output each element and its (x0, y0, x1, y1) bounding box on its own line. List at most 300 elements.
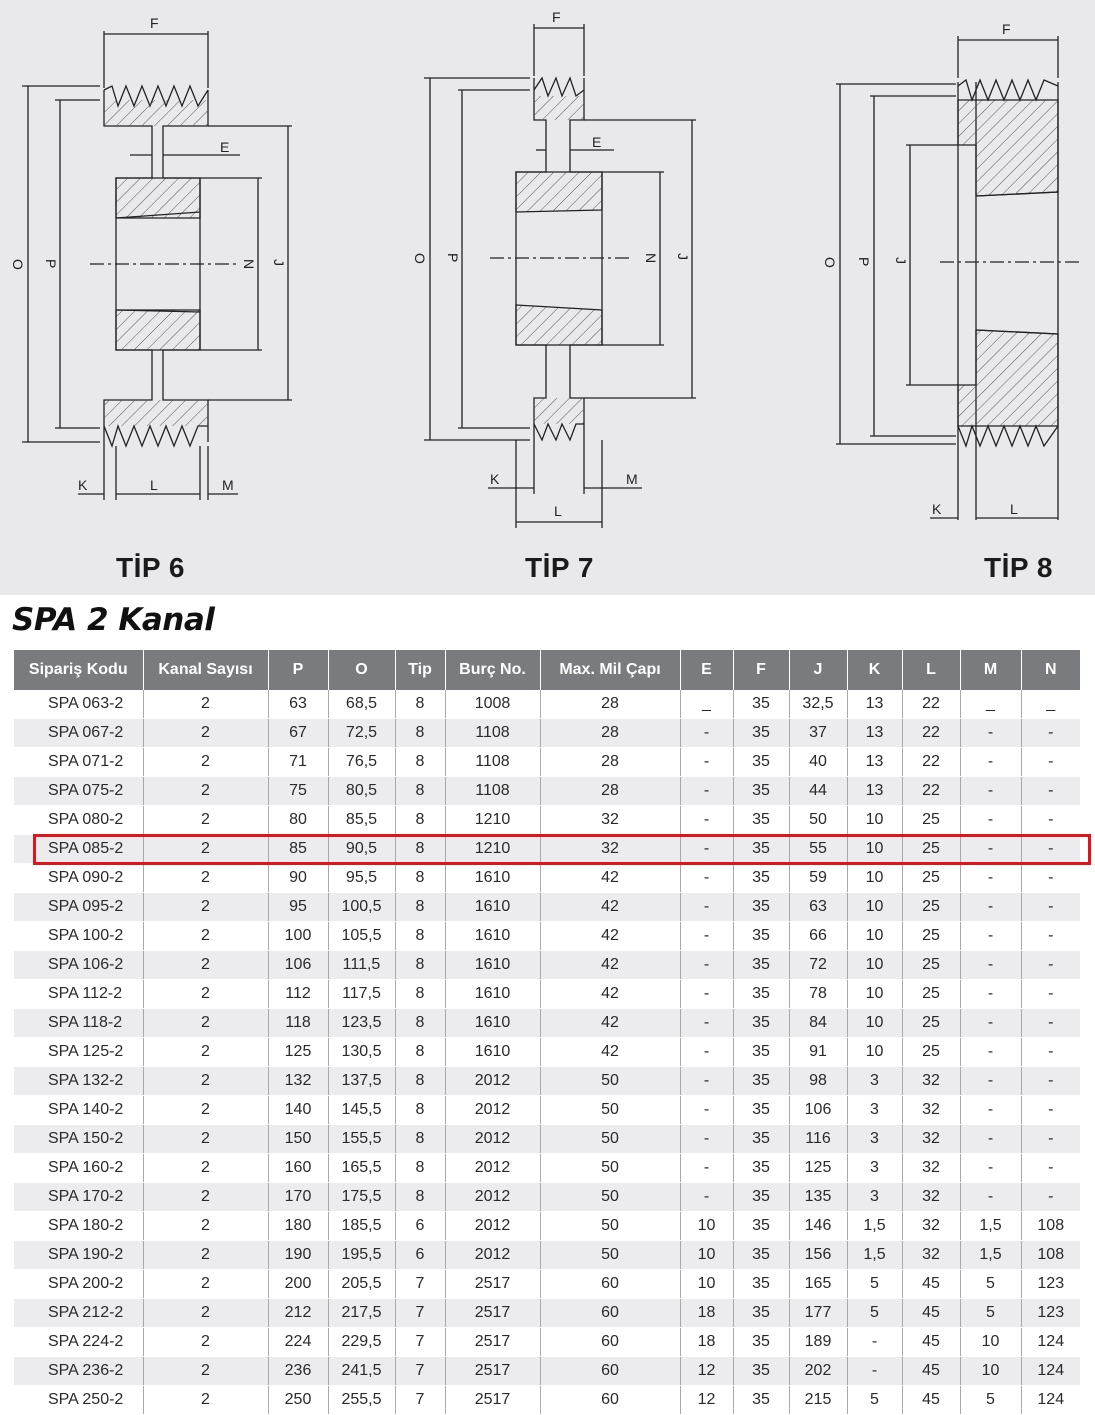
table-cell: 1108 (445, 719, 540, 748)
table-cell: 35 (733, 690, 789, 719)
table-cell: 1210 (445, 806, 540, 835)
table-cell: - (1021, 1183, 1080, 1212)
column-header: Burç No. (445, 650, 540, 690)
table-cell: 123 (1021, 1270, 1080, 1299)
table-cell: - (1021, 719, 1080, 748)
table-row (14, 1212, 1080, 1241)
table-cell: - (680, 893, 733, 922)
table-cell: 1008 (445, 690, 540, 719)
table-cell: 165,5 (328, 1154, 395, 1183)
table-cell: 135 (789, 1183, 847, 1212)
table-cell: 42 (540, 864, 680, 893)
table-cell: 35 (733, 1096, 789, 1125)
tip8-dim-L: L (1010, 501, 1018, 517)
table-row (14, 951, 1080, 980)
table-cell: 5 (960, 1270, 1021, 1299)
table-cell: 2 (143, 1212, 268, 1241)
table-cell: 2012 (445, 1067, 540, 1096)
table-cell: 5 (847, 1386, 902, 1415)
tip7-dim-O: O (412, 253, 428, 264)
table-cell: 18 (680, 1299, 733, 1328)
table-cell: - (960, 1009, 1021, 1038)
table-cell: 35 (733, 1154, 789, 1183)
table-cell: 22 (902, 690, 960, 719)
table-cell: 8 (395, 951, 445, 980)
table-cell: 108 (1021, 1241, 1080, 1270)
table-cell: 32 (902, 1125, 960, 1154)
tip6-label: TİP 6 (116, 552, 185, 583)
table-cell: - (960, 1067, 1021, 1096)
table-cell: 255,5 (328, 1386, 395, 1415)
table-cell: 112 (268, 980, 328, 1009)
table-cell: 2 (143, 1096, 268, 1125)
table-cell: SPA 224-2 (14, 1328, 143, 1357)
table-cell: 72 (789, 951, 847, 980)
table-cell: 10 (680, 1212, 733, 1241)
table-cell: 111,5 (328, 951, 395, 980)
table-cell: 12 (680, 1357, 733, 1386)
table-cell: 84 (789, 1009, 847, 1038)
table-row (14, 1154, 1080, 1183)
table-cell: 2 (143, 1125, 268, 1154)
table-row (14, 748, 1080, 777)
tip7-dim-F: F (552, 9, 561, 25)
table-cell: 2012 (445, 1125, 540, 1154)
table-cell: 35 (733, 1241, 789, 1270)
table-cell: SPA 132-2 (14, 1067, 143, 1096)
table-cell: 177 (789, 1299, 847, 1328)
table-cell: 98 (789, 1067, 847, 1096)
table-cell: 108 (1021, 1212, 1080, 1241)
table-cell: 2 (143, 748, 268, 777)
table-cell: 3 (847, 1183, 902, 1212)
table-cell: 22 (902, 719, 960, 748)
table-cell: 2517 (445, 1299, 540, 1328)
table-cell: - (1021, 806, 1080, 835)
table-cell: SPA 150-2 (14, 1125, 143, 1154)
table-cell: 10 (680, 1270, 733, 1299)
table-row (14, 1299, 1080, 1328)
table-cell: 76,5 (328, 748, 395, 777)
table-cell: 50 (540, 1096, 680, 1125)
table-cell: 165 (789, 1270, 847, 1299)
table-cell: 66 (789, 922, 847, 951)
table-cell: 8 (395, 806, 445, 835)
table-cell: 50 (540, 1241, 680, 1270)
table-cell: - (1021, 835, 1080, 864)
table-cell: 8 (395, 835, 445, 864)
tip8-dim-K: K (932, 501, 942, 517)
table-cell: 145,5 (328, 1096, 395, 1125)
table-cell: 45 (902, 1328, 960, 1357)
spec-table (14, 650, 1080, 1415)
tip6-dim-N: N (241, 259, 257, 270)
table-cell: SPA 112-2 (14, 980, 143, 1009)
column-header: N (1021, 650, 1080, 690)
table-cell: SPA 063-2 (14, 690, 143, 719)
table-cell: 28 (540, 777, 680, 806)
column-header: K (847, 650, 902, 690)
table-cell: 13 (847, 690, 902, 719)
table-cell: - (960, 1154, 1021, 1183)
table-cell: 35 (733, 835, 789, 864)
table-cell: 60 (540, 1299, 680, 1328)
table-cell: 124 (1021, 1357, 1080, 1386)
tip8-dim-F: F (1002, 21, 1011, 37)
table-cell: - (680, 1183, 733, 1212)
table-cell: - (1021, 1096, 1080, 1125)
table-cell: 90,5 (328, 835, 395, 864)
table-cell: - (847, 1328, 902, 1357)
table-cell: 50 (540, 1183, 680, 1212)
table-cell: 2012 (445, 1212, 540, 1241)
table-cell: - (680, 748, 733, 777)
tip7-dim-N: N (643, 253, 659, 264)
technical-drawings-panel (0, 0, 1095, 595)
table-cell: 190 (268, 1241, 328, 1270)
table-row (14, 777, 1080, 806)
tip6-dim-M: M (222, 477, 234, 493)
table-cell: 123 (1021, 1299, 1080, 1328)
table-cell: 118 (268, 1009, 328, 1038)
table-cell: 95,5 (328, 864, 395, 893)
table-cell: 2 (143, 1386, 268, 1415)
table-cell: 217,5 (328, 1299, 395, 1328)
table-cell: 35 (733, 777, 789, 806)
table-row (14, 864, 1080, 893)
table-cell: 6 (395, 1241, 445, 1270)
table-cell: 8 (395, 980, 445, 1009)
table-row (14, 1328, 1080, 1357)
table-cell: SPA 190-2 (14, 1241, 143, 1270)
table-cell: - (960, 719, 1021, 748)
table-cell: 32,5 (789, 690, 847, 719)
table-cell: - (960, 893, 1021, 922)
table-cell: 195,5 (328, 1241, 395, 1270)
table-cell: 1,5 (847, 1212, 902, 1241)
table-cell: 13 (847, 777, 902, 806)
table-cell: 2 (143, 719, 268, 748)
table-cell: 3 (847, 1154, 902, 1183)
table-cell: 1610 (445, 893, 540, 922)
table-cell: SPA 160-2 (14, 1154, 143, 1183)
table-cell: 35 (733, 980, 789, 1009)
table-cell: 1108 (445, 748, 540, 777)
table-cell: 2 (143, 1009, 268, 1038)
tip8-dim-O: O (822, 257, 838, 268)
table-cell: 2517 (445, 1386, 540, 1415)
table-cell: 5 (960, 1299, 1021, 1328)
table-cell: SPA 170-2 (14, 1183, 143, 1212)
table-cell: 10 (847, 922, 902, 951)
table-cell: 50 (540, 1125, 680, 1154)
table-cell: 25 (902, 922, 960, 951)
table-cell: - (1021, 893, 1080, 922)
column-header: O (328, 650, 395, 690)
table-cell: 63 (789, 893, 847, 922)
tip6-dim-O: O (10, 259, 26, 270)
table-cell: 10 (847, 864, 902, 893)
table-cell: 42 (540, 1009, 680, 1038)
table-cell: 5 (960, 1386, 1021, 1415)
table-row (14, 1183, 1080, 1212)
table-cell: 241,5 (328, 1357, 395, 1386)
table-cell: 10 (847, 980, 902, 1009)
table-cell: 95 (268, 893, 328, 922)
table-cell: 2 (143, 1328, 268, 1357)
table-cell: 2517 (445, 1328, 540, 1357)
table-cell: 7 (395, 1270, 445, 1299)
tip7-dim-J: J (675, 253, 691, 260)
table-cell: 25 (902, 951, 960, 980)
table-cell: 10 (680, 1241, 733, 1270)
table-cell: 8 (395, 1038, 445, 1067)
table-cell: 8 (395, 864, 445, 893)
table-cell: SPA 250-2 (14, 1386, 143, 1415)
table-cell: 32 (902, 1067, 960, 1096)
table-cell: SPA 090-2 (14, 864, 143, 893)
pulley-drawings-svg (0, 0, 1095, 595)
table-cell: 2 (143, 864, 268, 893)
table-cell: 5 (847, 1299, 902, 1328)
table-cell: 1610 (445, 1009, 540, 1038)
table-cell: 2 (143, 806, 268, 835)
table-cell: SPA 125-2 (14, 1038, 143, 1067)
table-cell: 200 (268, 1270, 328, 1299)
table-row (14, 719, 1080, 748)
table-cell: 229,5 (328, 1328, 395, 1357)
column-header: E (680, 650, 733, 690)
table-cell: 2 (143, 1241, 268, 1270)
table-cell: 8 (395, 1096, 445, 1125)
table-cell: - (960, 835, 1021, 864)
column-header: M (960, 650, 1021, 690)
table-row (14, 1357, 1080, 1386)
table-cell: 50 (540, 1212, 680, 1241)
tip8-drawing (836, 36, 1080, 520)
table-cell: 1610 (445, 1038, 540, 1067)
table-cell: 35 (733, 1212, 789, 1241)
table-cell: SPA 106-2 (14, 951, 143, 980)
tip7-drawing (424, 24, 696, 528)
tip6-dim-P: P (43, 259, 59, 269)
table-cell: 35 (733, 1270, 789, 1299)
table-row (14, 922, 1080, 951)
table-cell: - (1021, 748, 1080, 777)
table-cell: 8 (395, 1009, 445, 1038)
table-cell: - (1021, 777, 1080, 806)
table-row (14, 1270, 1080, 1299)
table-cell: 35 (733, 1299, 789, 1328)
table-cell: - (680, 1067, 733, 1096)
table-cell: 10 (847, 1009, 902, 1038)
tip6-dim-F: F (150, 15, 159, 31)
tip6-dim-L: L (150, 477, 158, 493)
table-cell: 125 (268, 1038, 328, 1067)
table-cell: 60 (540, 1357, 680, 1386)
table-row (14, 690, 1080, 719)
column-header: Sipariş Kodu (14, 650, 143, 690)
table-cell: SPA 080-2 (14, 806, 143, 835)
table-cell: 78 (789, 980, 847, 1009)
table-cell: - (1021, 1125, 1080, 1154)
table-cell: 68,5 (328, 690, 395, 719)
table-cell: 2 (143, 1299, 268, 1328)
table-cell: 132 (268, 1067, 328, 1096)
table-cell: 2 (143, 777, 268, 806)
table-cell: 2517 (445, 1270, 540, 1299)
table-cell: 180 (268, 1212, 328, 1241)
table-cell: 85,5 (328, 806, 395, 835)
table-cell: - (680, 1125, 733, 1154)
table-cell: 8 (395, 1183, 445, 1212)
table-cell: 35 (733, 806, 789, 835)
table-cell: 42 (540, 893, 680, 922)
table-cell: 1610 (445, 951, 540, 980)
table-cell: 91 (789, 1038, 847, 1067)
table-cell: 224 (268, 1328, 328, 1357)
table-header-row (14, 650, 1080, 690)
table-row (14, 893, 1080, 922)
table-cell: 28 (540, 690, 680, 719)
table-cell: 90 (268, 864, 328, 893)
table-cell: 8 (395, 719, 445, 748)
table-cell: 35 (733, 1009, 789, 1038)
table-cell: - (680, 1038, 733, 1067)
table-cell: 32 (540, 806, 680, 835)
table-cell: 32 (902, 1183, 960, 1212)
table-cell: 10 (847, 951, 902, 980)
table-cell: 28 (540, 748, 680, 777)
column-header: L (902, 650, 960, 690)
table-cell: 100 (268, 922, 328, 951)
table-cell: 63 (268, 690, 328, 719)
table-cell: 1108 (445, 777, 540, 806)
table-cell: 35 (733, 1038, 789, 1067)
table-cell: 37 (789, 719, 847, 748)
table-cell: - (680, 719, 733, 748)
tip8-dim-P: P (856, 257, 872, 267)
table-cell: 72,5 (328, 719, 395, 748)
tip6-dim-E: E (220, 139, 230, 155)
table-cell: 2 (143, 1357, 268, 1386)
tip8-dim-J: J (893, 257, 909, 264)
table-cell: - (1021, 951, 1080, 980)
table-body (14, 690, 1080, 1415)
table-cell: 236 (268, 1357, 328, 1386)
table-cell: 202 (789, 1357, 847, 1386)
table-cell: 2 (143, 951, 268, 980)
table-cell: 2 (143, 1154, 268, 1183)
table-cell: 32 (902, 1241, 960, 1270)
table-cell: 50 (540, 1067, 680, 1096)
table-cell: 18 (680, 1328, 733, 1357)
table-cell: - (680, 864, 733, 893)
table-cell: - (1021, 1038, 1080, 1067)
table-cell: 35 (733, 951, 789, 980)
table-cell: 8 (395, 690, 445, 719)
table-cell: 13 (847, 719, 902, 748)
table-cell: 2 (143, 1067, 268, 1096)
table-cell: 44 (789, 777, 847, 806)
table-cell: 1,5 (847, 1241, 902, 1270)
table-cell: 140 (268, 1096, 328, 1125)
table-cell: 55 (789, 835, 847, 864)
table-cell: 45 (902, 1357, 960, 1386)
table-cell: 7 (395, 1328, 445, 1357)
table-cell: 2517 (445, 1357, 540, 1386)
table-cell: 1210 (445, 835, 540, 864)
table-cell: SPA 100-2 (14, 922, 143, 951)
table-cell: 160 (268, 1154, 328, 1183)
table-cell: 50 (540, 1154, 680, 1183)
table-cell: 12 (680, 1386, 733, 1415)
table-cell: 85 (268, 835, 328, 864)
table-cell: 146 (789, 1212, 847, 1241)
table-cell: 3 (847, 1096, 902, 1125)
table-cell: 205,5 (328, 1270, 395, 1299)
table-cell: 32 (902, 1154, 960, 1183)
table-row (14, 1241, 1080, 1270)
table-cell: 25 (902, 980, 960, 1009)
table-cell: 106 (789, 1096, 847, 1125)
tip7-dim-L: L (554, 503, 562, 519)
tip7-label: TİP 7 (525, 552, 594, 583)
table-cell: 8 (395, 777, 445, 806)
table-cell: - (960, 951, 1021, 980)
table-row (14, 1009, 1080, 1038)
table-cell: 75 (268, 777, 328, 806)
table-cell: SPA 180-2 (14, 1212, 143, 1241)
table-cell: SPA 071-2 (14, 748, 143, 777)
table-cell: 8 (395, 893, 445, 922)
table-cell: 45 (902, 1270, 960, 1299)
table-cell: 215 (789, 1386, 847, 1415)
table-cell: - (960, 777, 1021, 806)
table-cell: 2012 (445, 1183, 540, 1212)
table-cell: 1610 (445, 864, 540, 893)
table-cell: 3 (847, 1067, 902, 1096)
table-cell: 42 (540, 980, 680, 1009)
table-cell: 100,5 (328, 893, 395, 922)
table-cell: 8 (395, 1125, 445, 1154)
table-cell: - (1021, 980, 1080, 1009)
table-cell: 185,5 (328, 1212, 395, 1241)
table-row (14, 980, 1080, 1009)
table-cell: 28 (540, 719, 680, 748)
column-header: J (789, 650, 847, 690)
table-cell: 32 (540, 835, 680, 864)
table-cell: - (680, 922, 733, 951)
table-cell: 71 (268, 748, 328, 777)
table-cell: 80,5 (328, 777, 395, 806)
table-cell: 1610 (445, 980, 540, 1009)
table-cell: - (680, 1154, 733, 1183)
table-cell: 124 (1021, 1328, 1080, 1357)
table-cell: 2 (143, 922, 268, 951)
table-cell: - (1021, 1067, 1080, 1096)
table-cell: - (680, 806, 733, 835)
table-cell: SPA 085-2 (14, 835, 143, 864)
table-cell: 2012 (445, 1096, 540, 1125)
table-cell: - (960, 806, 1021, 835)
table-cell: 22 (902, 748, 960, 777)
tip7-dim-K: K (490, 471, 500, 487)
table-cell: 35 (733, 922, 789, 951)
table-cell: 189 (789, 1328, 847, 1357)
table-cell: SPA 200-2 (14, 1270, 143, 1299)
table-cell: 25 (902, 806, 960, 835)
